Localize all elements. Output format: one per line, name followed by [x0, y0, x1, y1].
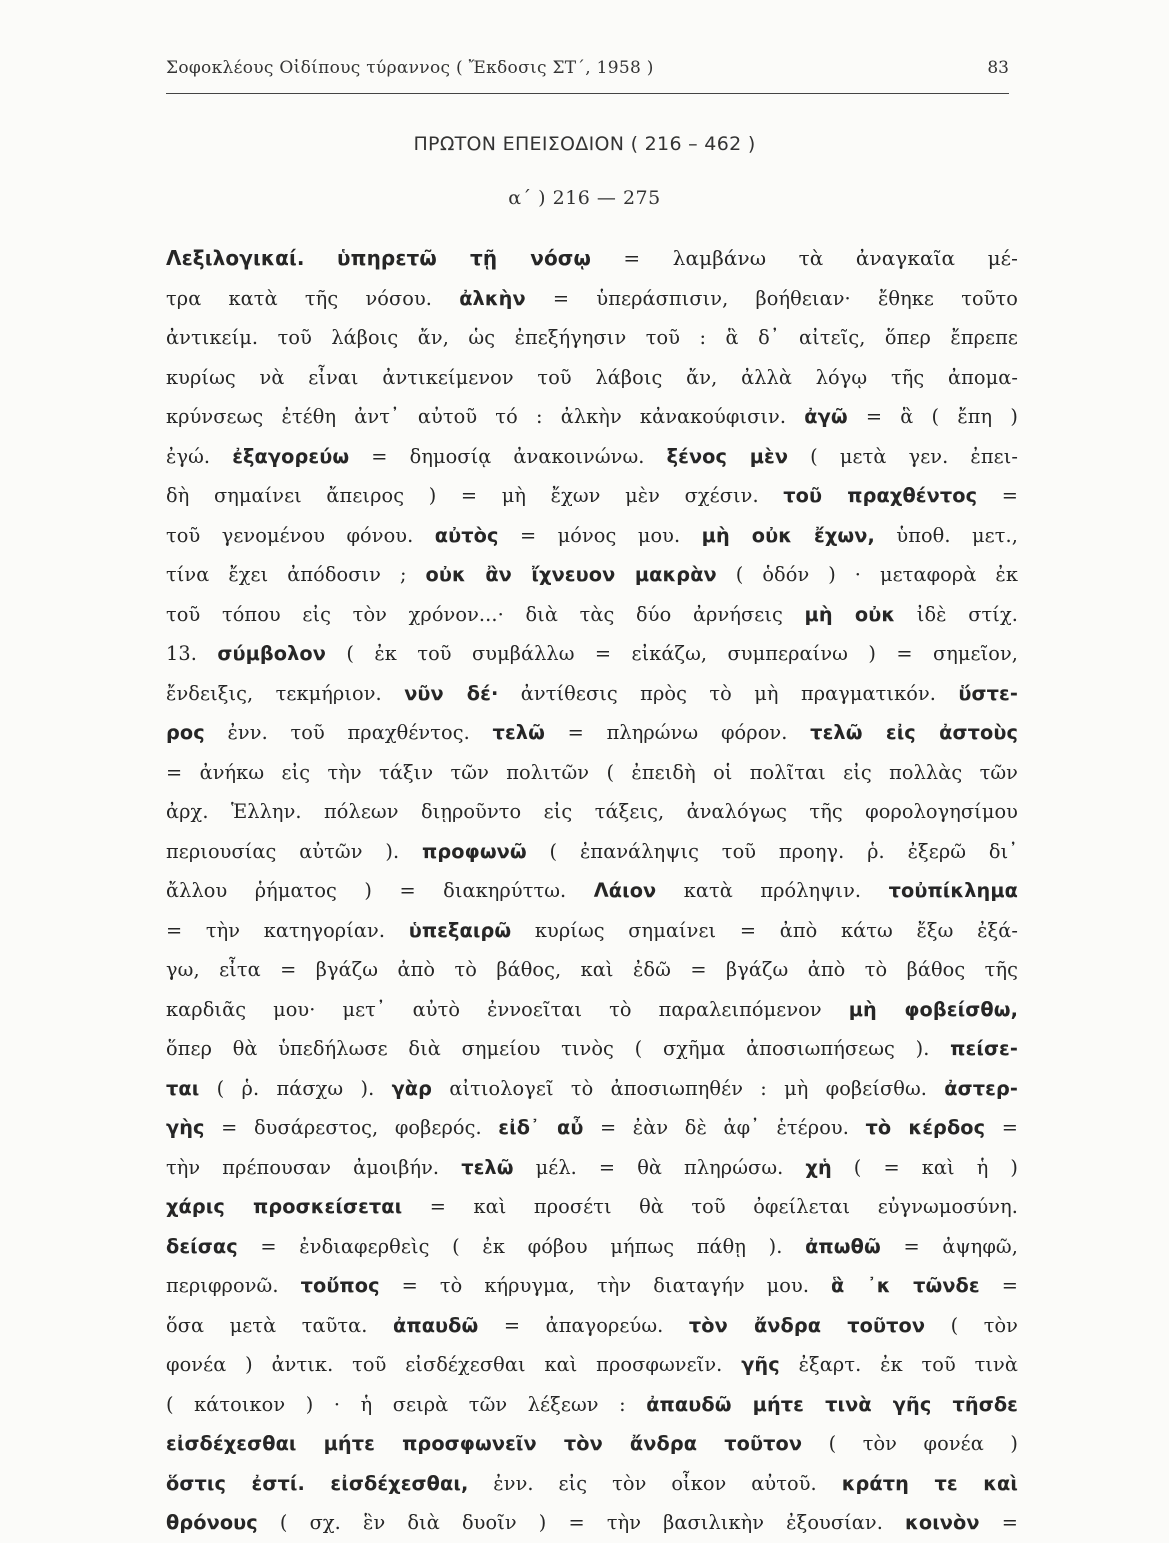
gloss-text: = ἀνήκω εἰς τὴν τάξιν τῶν πολιτῶν ( ἐπειδὴ οἱ πολῖται εἰς πολλὰς τῶν — [166, 760, 1018, 784]
lemma-term: πείσε- — [950, 1037, 1018, 1060]
gloss-text: = μόνος μου. — [498, 523, 702, 547]
gloss-text: ἔνδειξις, τεκμήριον. — [166, 681, 405, 705]
gloss-text: = καὶ προσέτι θὰ τοῦ ὀφείλεται εὐγνωμοσύνη. — [402, 1195, 1018, 1218]
gloss-text: τίνα ἔχει ἀπόδοσιν ; — [166, 563, 426, 586]
text-line — [166, 832, 1018, 872]
gloss-text: ἀρχ. Ἑλλην. πόλεων διῃροῦντο εἰς τάξεις, ἀναλόγως τῆς φορολογησίμου — [166, 800, 1018, 823]
gloss-text: ἐξαρτ. ἐκ τοῦ τινὰ — [779, 1353, 1018, 1376]
gloss-text: = πληρώνω φόρον. — [544, 721, 811, 744]
gloss-text: αἰτιολογεῖ τὸ ἀποσιωπηθέν : μὴ φοβείσθω. — [432, 1076, 945, 1100]
text-line — [166, 555, 1018, 595]
section-subheading: α΄ ) 216 — 275 — [508, 187, 661, 209]
lemma-term: εἰδ᾿ αὖ — [498, 1116, 584, 1139]
lemma-term: γῆς — [741, 1353, 780, 1376]
lemma-term: κοινὸν — [905, 1511, 980, 1534]
text-line — [166, 950, 1018, 990]
lemma-term: ἀπωθῶ — [805, 1234, 881, 1258]
text-line — [166, 674, 1018, 714]
gloss-text: = — [985, 1116, 1018, 1139]
gloss-text: τὴν πρέπουσαν ἀμοιβήν. — [166, 1155, 462, 1179]
lemma-term: ὑπηρετῶ τῇ νόσῳ — [337, 246, 591, 270]
running-title: Σοφοκλέους Οἰδίπους τύραννος ( Ἔκδοσις ΣΤ΄, 1958 ) — [166, 58, 654, 78]
gloss-text: κυρίως σημαίνει = ἀπὸ κάτω ἔξω ἐξά- — [511, 918, 1018, 942]
lemma-term: ὕστε- — [958, 681, 1018, 705]
text-line — [166, 1503, 1018, 1543]
lemma-term: τὸ κέρδος — [865, 1116, 986, 1139]
gloss-text: ( σχ. ἓν διὰ δυοῖν ) = τὴν βασιλικὴν ἐξουσίαν. — [257, 1511, 906, 1534]
lemma-term: ὅστις ἐστί. εἰσδέχεσθαι, — [166, 1471, 469, 1495]
lemma-term: γὴς — [166, 1116, 205, 1139]
commentary-body — [166, 239, 1018, 1543]
text-line — [166, 713, 1018, 753]
gloss-text: = — [977, 484, 1018, 507]
lemma-term: σύμβολον — [217, 642, 326, 665]
gloss-text: μέλ. = θὰ πληρώσω. — [513, 1155, 806, 1179]
text-line — [166, 318, 1018, 358]
gloss-text: ( ἐπανάληψις τοῦ προηγ. ῥ. ἐξερῶ δι᾿ — [526, 839, 1018, 863]
lemma-term: τελῶ εἰς ἀστοὺς — [810, 721, 1018, 744]
text-line — [166, 911, 1018, 951]
lemma-term: δείσας — [166, 1234, 238, 1258]
text-line — [166, 1227, 1018, 1267]
gloss-text: περιουσίας αὐτῶν ). — [166, 839, 423, 863]
lemma-term: ἀπαυδῶ — [393, 1313, 479, 1337]
gloss-text — [305, 246, 337, 270]
text-line — [166, 1108, 1018, 1148]
gloss-text: = ἐνδιαφερθεὶς ( ἐκ φόβου μήπως πάθῃ ). — [237, 1234, 806, 1258]
text-line — [166, 516, 1018, 556]
running-header — [166, 58, 1009, 88]
lemma-term: χάρις προσκείσεται — [166, 1195, 403, 1218]
gloss-text: ἀντίθεσις πρὸς τὸ μὴ πραγματικόν. — [498, 681, 959, 705]
lemma-term: ὑπεξαιρῶ — [408, 918, 512, 942]
lemma-term: μὴ οὐκ — [804, 602, 896, 626]
lemma-term: τελῶ — [492, 721, 545, 744]
gloss-text: ὑποθ. μετ., — [874, 523, 1018, 547]
gloss-text: γω, εἶτα = βγάζω ἀπὸ τὸ βάθος, καὶ ἐδῶ = βγάζω ἀπὸ τὸ βάθος τῆς — [166, 958, 1018, 981]
lemma-term: ἃ ᾿κ τῶνδε — [831, 1274, 980, 1297]
text-line — [166, 595, 1018, 635]
lemma-term: κράτη τε καὶ — [841, 1471, 1018, 1495]
page-number: 83 — [987, 58, 1009, 78]
gloss-text: ( κάτοικον ) · ἡ σειρὰ τῶν λέξεων : — [166, 1392, 647, 1416]
text-line — [166, 1306, 1018, 1346]
gloss-text: 13. — [166, 642, 218, 665]
gloss-text: = ἃ ( ἔπη ) — [847, 405, 1018, 428]
text-line — [166, 1345, 1018, 1385]
gloss-text: = τὸ κήρυγμα, τὴν διαταγήν μου. — [379, 1274, 832, 1297]
lemma-term: ἀγῶ — [804, 405, 848, 428]
text-line — [166, 397, 1018, 437]
lemma-term: τοὐπίκλημα — [888, 879, 1018, 902]
lemma-term: χἡ — [805, 1155, 832, 1179]
gloss-text: = ἀψηφῶ, — [880, 1234, 1018, 1258]
gloss-text: δὴ σημαίνει ἄπειρος ) = μὴ ἔχων μὲν σχέσιν. — [166, 484, 784, 507]
gloss-text: ὅπερ θὰ ὑπεδήλωσε διὰ σημείου τινὸς ( σχῆμα ἀποσιωπήσεως ). — [166, 1037, 951, 1060]
lemma-term: Λεξιλογικαί. — [166, 246, 305, 270]
text-line — [166, 1464, 1018, 1504]
text-line — [166, 1187, 1018, 1227]
gloss-text: ἀντικείμ. τοῦ λάβοις ἄν, ὡς ἐπεξήγησιν τοῦ : ἃ δ᾿ αἰτεῖς, ὅπερ ἔπρεπε — [166, 326, 1018, 349]
text-line — [166, 1148, 1018, 1188]
gloss-text: ἐγώ. — [166, 444, 233, 468]
text-line — [166, 792, 1018, 832]
gloss-text: ἰδὲ στίχ. — [895, 602, 1018, 626]
text-line — [166, 279, 1018, 319]
gloss-text: ( μετὰ γεν. ἐπει- — [788, 444, 1018, 468]
lemma-term: ἐξαγορεύω — [232, 444, 350, 468]
text-line — [166, 871, 1018, 911]
gloss-text: = ὑπεράσπισιν, βοήθειαν· ἔθηκε τοῦτο — [525, 286, 1018, 310]
lemma-term: εἰσδέχεσθαι μήτε προσφωνεῖν τὸν ἄνδρα τοῦτον — [166, 1432, 803, 1455]
gloss-text: κυρίως νὰ εἶναι ἀντικείμενον τοῦ λάβοις ἄν, ἀλλὰ λόγῳ τῆς ἀπομα- — [166, 365, 1018, 389]
lemma-term: ξένος μὲν — [666, 444, 789, 468]
gloss-text: ( ῥ. πάσχω ). — [199, 1076, 392, 1100]
gloss-text: ( ἐκ τοῦ συμβάλλω = εἰκάζω, συμπεραίνω ) = σημεῖον, — [326, 642, 1018, 665]
gloss-text: τοῦ γενομένου φόνου. — [166, 523, 435, 547]
header-rule — [166, 93, 1009, 94]
lemma-term: νῦν δέ· — [404, 681, 499, 705]
gloss-text: ( τὸν φονέα ) — [802, 1432, 1018, 1455]
text-line — [166, 1266, 1018, 1306]
gloss-text: ( τὸν — [925, 1313, 1018, 1337]
gloss-text: φονέα ) ἀντικ. τοῦ εἰσδέχεσθαι καὶ προσφωνεῖν. — [166, 1353, 742, 1376]
gloss-text: = — [979, 1274, 1018, 1297]
lemma-term: τοὔπος — [300, 1274, 380, 1297]
lemma-term: οὐκ ἂν ἴχνευον μακρὰν — [425, 563, 717, 586]
gloss-text: ὅσα μετὰ ταῦτα. — [166, 1313, 394, 1337]
gloss-text: κατὰ πρόληψιν. — [656, 879, 889, 902]
gloss-text: ( ὁδόν ) · μεταφορὰ ἐκ — [716, 563, 1018, 586]
text-line — [166, 1069, 1018, 1109]
lemma-term: τελῶ — [461, 1155, 514, 1179]
text-line — [166, 239, 1018, 279]
gloss-text: = — [979, 1511, 1018, 1534]
lemma-term: αὐτὸς — [434, 523, 499, 547]
text-line — [166, 634, 1018, 674]
text-line — [166, 1424, 1018, 1464]
gloss-text: καρδιᾶς μου· μετ᾿ αὐτὸ ἐννοεῖται τὸ παραλειπόμενον — [166, 997, 849, 1021]
lemma-term: τοῦ πραχθέντος — [783, 484, 978, 507]
lemma-term: τὸν ἄνδρα τοῦτον — [688, 1313, 926, 1337]
gloss-text: κρύνσεως ἐτέθη ἀντ᾿ αὐτοῦ τό : ἀλκὴν κἀνακούφισιν. — [166, 405, 805, 428]
gloss-text: = ἐὰν δὲ ἀφ᾿ ἑτέρου. — [583, 1116, 866, 1139]
lemma-term: γὰρ — [391, 1076, 433, 1100]
text-line — [166, 1029, 1018, 1069]
lemma-term: μὴ φοβείσθω, — [848, 997, 1018, 1021]
gloss-text: ( = καὶ ἡ ) — [831, 1155, 1018, 1179]
gloss-text: τρα κατὰ τῆς νόσου. — [166, 286, 460, 310]
gloss-text: = ἀπαγορεύω. — [478, 1313, 689, 1337]
lemma-term: θρόνους — [166, 1511, 258, 1534]
gloss-text: ἐνν. εἰς τὸν οἶκον αὐτοῦ. — [468, 1471, 842, 1495]
text-line — [166, 358, 1018, 398]
lemma-term: ἀστερ- — [944, 1076, 1018, 1100]
lemma-term: Λάιον — [593, 879, 657, 902]
lemma-term: ται — [166, 1076, 200, 1100]
gloss-text: = τὴν κατηγορίαν. — [166, 918, 409, 942]
lemma-term: προφωνῶ — [422, 839, 527, 863]
lemma-term: ρος — [166, 721, 205, 744]
text-line — [166, 437, 1018, 477]
section-heading: ΠΡΩΤΟΝ ΕΠΕΙΣΟΔΙΟΝ ( 216 – 462 ) — [413, 133, 756, 155]
gloss-text: ἐνν. τοῦ πραχθέντος. — [204, 721, 493, 744]
lemma-term: ἀπαυδῶ μήτε τινὰ γῆς τῆσδε — [646, 1392, 1018, 1416]
text-line — [166, 753, 1018, 793]
text-line — [166, 476, 1018, 516]
lemma-term: μὴ οὐκ ἔχων, — [701, 523, 875, 547]
gloss-text: τοῦ τόπου εἰς τὸν χρόνον...· διὰ τὰς δύο ἀρνήσεις — [166, 602, 805, 626]
gloss-text: περιφρονῶ. — [166, 1274, 301, 1297]
lemma-term: ἀλκὴν — [459, 286, 526, 310]
text-line — [166, 1385, 1018, 1425]
gloss-text: = δυσάρεστος, φοβερός. — [204, 1116, 499, 1139]
text-line — [166, 990, 1018, 1030]
gloss-text: ἄλλου ῥήματος ) = διακηρύττω. — [166, 879, 594, 902]
gloss-text: = λαμβάνω τὰ ἀναγκαῖα μέ- — [590, 246, 1018, 270]
gloss-text: = δημοσίᾳ ἀνακοινώνω. — [349, 444, 667, 468]
